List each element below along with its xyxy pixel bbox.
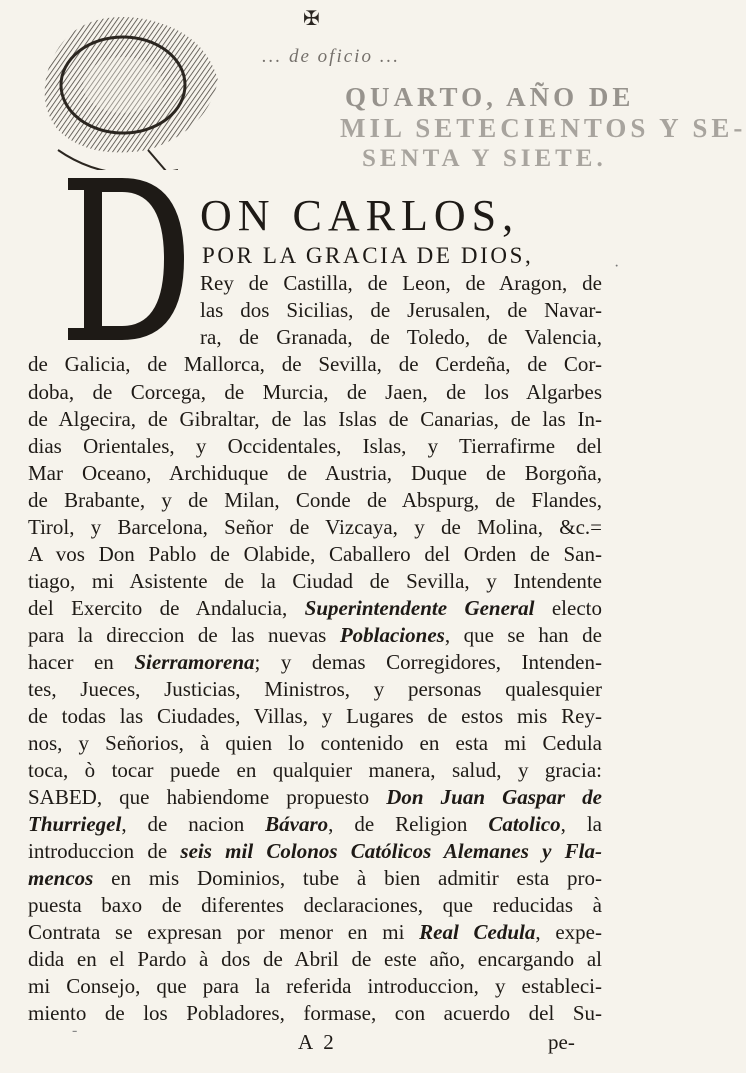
- text-line: de Galicia, de Mallorca, de Sevilla, de Cerdeña, de Cor-: [28, 352, 602, 376]
- text-line: [28, 622, 602, 649]
- text-line: dias Orientales, y Occidentales, Islas, y Tierrafirme del: [28, 434, 602, 458]
- text-span: del Exercito de Andalucia,: [28, 596, 288, 620]
- text-line: tiago, mi Asistente de la Ciudad de Sevilla, y Intendente: [28, 569, 602, 593]
- text-line: Mar Oceano, Archiduque de Austria, Duque de Borgoña,: [28, 461, 602, 485]
- text-line: [28, 838, 602, 865]
- text-line: [28, 649, 602, 676]
- text-span: , que se han de: [444, 623, 602, 647]
- bleed-through-line-4: SENTA Y SIETE.: [362, 145, 607, 172]
- bleed-through-line-1: ... de oficio ...: [262, 46, 400, 67]
- text-line: dida en el Pardo à dos de Abril de este año, encargando al: [28, 947, 602, 971]
- drop-cap-ornament: [60, 170, 192, 348]
- text-line: [28, 784, 602, 811]
- italic-span: Poblaciones: [339, 623, 445, 647]
- margin-mark: ·: [614, 258, 620, 275]
- signature-mark: A 2: [298, 1030, 337, 1054]
- italic-span: Sierramorena: [134, 650, 255, 674]
- text-line: [28, 919, 602, 946]
- italic-span: mencos: [28, 866, 94, 890]
- footer-dash: -: [72, 1022, 78, 1039]
- text-line: A vos Don Pablo de Olabide, Caballero del Orden de San-: [28, 542, 602, 566]
- italic-span: Bávaro: [265, 812, 329, 836]
- text-line: toca, ò tocar puede en qualquier manera, salud, y gracia:: [28, 758, 602, 782]
- text-line: ra, de Granada, de Toledo, de Valencia,: [200, 325, 602, 349]
- text-line: Tirol, y Barcelona, Señor de Vizcaya, y de Molina, &c.=: [28, 515, 602, 539]
- text-line: de Algecira, de Gibraltar, de las Islas de Canarias, de las In-: [28, 407, 602, 431]
- text-line: de Brabante, y de Milan, Conde de Abspurg, de Flandes,: [28, 488, 602, 512]
- text-span: para la direccion de las nuevas: [28, 623, 327, 647]
- italic-span: seis mil Colonos Católicos Alemanes y Fla-: [180, 839, 603, 863]
- text-line: puesta baxo de diferentes declaraciones, que reducidas à: [28, 893, 602, 917]
- bleed-through-line-3: MIL SETECIENTOS Y SE-: [340, 113, 746, 143]
- text-line: las dos Sicilias, de Jerusalen, de Navar-: [200, 298, 602, 322]
- text-span: electo: [551, 596, 602, 620]
- italic-span: Real Cedula: [419, 920, 536, 944]
- text-line: mi Consejo, que para la referida introduccion, y estableci-: [28, 974, 602, 998]
- italic-span: Thurriegel: [28, 812, 122, 836]
- decree-title: ON CARLOS,: [200, 191, 520, 240]
- text-span: SABED, que habiendome propuesto: [28, 785, 370, 809]
- text-span: , la: [560, 812, 602, 836]
- cross-mark: ✠: [303, 8, 320, 30]
- text-span: ; y demas Corregidores, Intenden-: [254, 650, 602, 674]
- catchword: pe-: [548, 1030, 575, 1054]
- text-line: miento de los Pobladores, formase, con acuerdo del Su-: [28, 1001, 602, 1025]
- text-span: en mis Dominios, tube à bien admitir esta pro-: [111, 866, 603, 890]
- text-line: [28, 865, 602, 892]
- italic-span: Catolico: [488, 812, 561, 836]
- text-line: doba, de Corcega, de Murcia, de Jaen, de los Algarbes: [28, 380, 602, 404]
- text-line: nos, y Señorios, à quien lo contenido en esta mi Cedula: [28, 731, 602, 755]
- italic-span: Superintendente General: [304, 596, 535, 620]
- text-span: , de Religion: [328, 812, 468, 836]
- text-line: [28, 595, 602, 622]
- bleed-through-line-2: QUARTO, AÑO DE: [345, 82, 635, 112]
- text-span: introduccion de: [28, 839, 168, 863]
- text-line: [28, 811, 602, 838]
- text-line: de todas las Ciudades, Villas, y Lugares de estos mis Rey-: [28, 704, 602, 728]
- text-span: Contrata se expresan por menor en mi: [28, 920, 405, 944]
- text-line: Rey de Castilla, de Leon, de Aragon, de: [200, 271, 602, 295]
- text-span: , de nacion: [121, 812, 245, 836]
- decree-subtitle: POR LA GRACIA DE DIOS,: [202, 243, 534, 268]
- text-line: tes, Jueces, Justicias, Ministros, y personas qualesquier: [28, 677, 602, 701]
- text-span: hacer en: [28, 650, 114, 674]
- italic-span: Don Juan Gaspar de: [386, 785, 603, 809]
- woodcut-ornament: [28, 0, 228, 185]
- text-span: , expe-: [535, 920, 602, 944]
